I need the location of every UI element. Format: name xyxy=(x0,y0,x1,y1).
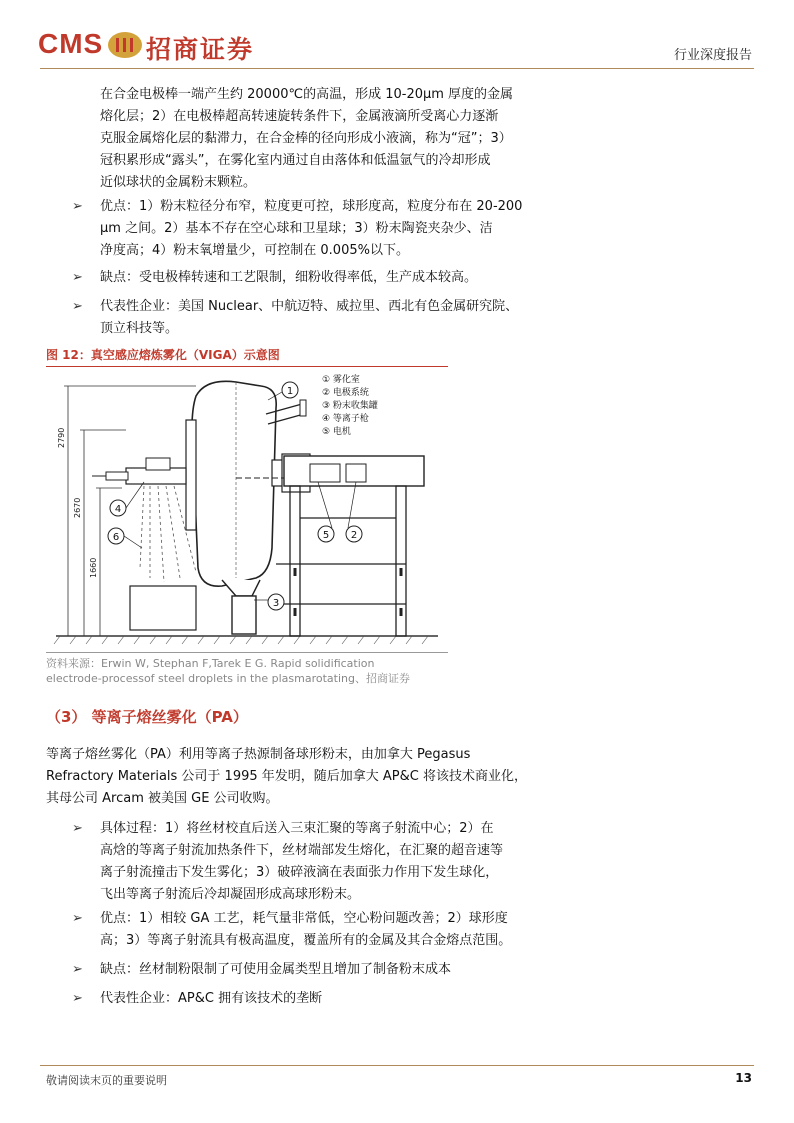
dimension-1660: 1660 xyxy=(89,557,98,578)
bullet-line: 飞出等离子射流后冷却凝固形成高球形粉末。 xyxy=(100,887,361,902)
figure-source xyxy=(46,656,446,686)
dimension-2670: 2670 xyxy=(73,497,82,518)
bullet-arrow-icon: ➢ xyxy=(72,199,83,214)
report-type-label: 行业深度报告 xyxy=(673,48,752,63)
bullet-line: μm 之间。2）基本不存在空心球和卫星球；3）粉末陶瓷夹杂少、洁 xyxy=(100,221,493,236)
intro-line: 熔化层；2）在电极棒超高转速旋转条件下，金属液滴所受离心力逐渐 xyxy=(100,109,499,124)
callout-6: 6 xyxy=(112,532,120,543)
pa-intro-line: 其母公司 Arcam 被美国 GE 公司收购。 xyxy=(46,791,279,806)
bullet-line: 优点：1）相较 GA 工艺，耗气量非常低，空心粉问题改善；2）球形度 xyxy=(100,911,508,926)
figure-top-rule xyxy=(46,366,448,367)
intro-line: 克服金属熔化层的黏滞力，在合金棒的径向形成小液滴，称为“冠”；3） xyxy=(100,131,512,146)
section-heading-pa: （3） 等离子熔丝雾化（PA） xyxy=(46,708,248,726)
bullet-line: 代表性企业：美国 Nuclear、中航迈特、威拉里、西北有色金属研究院、 xyxy=(100,299,519,314)
page-number: 13 xyxy=(735,1071,752,1085)
bullet-line: 代表性企业：AP&C 拥有该技术的垄断 xyxy=(100,991,323,1006)
callout-3: 3 xyxy=(272,598,280,609)
callout-5: 5 xyxy=(322,530,330,541)
footer-disclaimer-note: 敬请阅读末页的重要说明 xyxy=(46,1074,167,1087)
legend-item-powder-collector: ③ 粉末收集罐 xyxy=(322,401,378,411)
bullet-arrow-icon: ➢ xyxy=(72,991,83,1006)
pa-intro-line: Refractory Materials 公司于 1995 年发明，随后加拿大 AP&C 将该技术商业化， xyxy=(46,769,527,784)
footer-divider xyxy=(40,1065,754,1066)
bullet-line: 高焓的等离子射流加热条件下，丝材端部发生熔化，在汇聚的超音速等 xyxy=(100,843,504,858)
legend-item-atomization-chamber: ① 雾化室 xyxy=(322,375,360,385)
logo-cms-text: CMS xyxy=(38,28,104,59)
dimension-2790: 2790 xyxy=(57,427,66,448)
bullet-line: 具体过程：1）将丝材校直后送入三束汇聚的等离子射流中心；2）在 xyxy=(100,821,494,836)
callout-4: 4 xyxy=(114,504,122,515)
bullet-line: 优点：1）粉末粒径分布窄，粒度更可控，球形度高，粒度分布在 20-200 xyxy=(100,199,523,214)
bullet-line: 净度高；4）粉末氧增量少，可控制在 0.005%以下。 xyxy=(100,243,409,258)
bullet-arrow-icon: ➢ xyxy=(72,962,83,977)
figure-source-line: electrode-processof steel droplets in the plasmarotating、招商证券 xyxy=(46,672,410,685)
bullet-arrow-icon: ➢ xyxy=(72,299,83,314)
header-divider xyxy=(40,68,754,69)
pa-intro-line: 等离子熔丝雾化（PA）利用等离子热源制备球形粉末，由加拿大 Pegasus xyxy=(46,747,471,762)
figure-title: 图 12：真空感应熔炼雾化（VIGA）示意图 xyxy=(46,348,280,362)
figure-source-line: 资料来源：Erwin W, Stephan F,Tarek E G. Rapid solidification xyxy=(46,657,375,670)
bullet-line: 高；3）等离子射流具有极高温度，覆盖所有的金属及其合金熔点范围。 xyxy=(100,933,512,948)
bullet-line: 缺点：受电极棒转速和工艺限制，细粉收得率低，生产成本较高。 xyxy=(100,270,478,285)
intro-line: 近似球状的金属粉末颗粒。 xyxy=(100,175,257,190)
bullet-arrow-icon: ➢ xyxy=(72,821,83,836)
bullet-line: 离子射流撞击下发生雾化；3）破碎液滴在表面张力作用下发生球化， xyxy=(100,865,499,880)
figure-bottom-rule xyxy=(46,652,448,653)
pa-intro-paragraph xyxy=(46,744,532,810)
legend-item-electrode-system: ② 电极系统 xyxy=(322,388,369,398)
bullet-line: 顶立科技等。 xyxy=(100,321,179,336)
logo-company-name: 招商证券 xyxy=(146,35,255,64)
legend-item-plasma-gun: ④ 等离子枪 xyxy=(322,414,369,424)
intro-line: 冠积累形成“露头”，在雾化室内通过自由落体和低温氩气的冷却形成 xyxy=(100,153,491,168)
viga-schematic-diagram xyxy=(46,368,448,650)
legend-item-motor: ⑤ 电机 xyxy=(322,427,351,437)
intro-paragraph xyxy=(100,84,540,194)
page-header xyxy=(0,0,794,72)
bullet-arrow-icon: ➢ xyxy=(72,911,83,926)
callout-1: 1 xyxy=(286,386,294,397)
bullet-line: 缺点：丝材制粉限制了可使用金属类型且增加了制备粉末成本 xyxy=(100,962,452,977)
bullet-arrow-icon: ➢ xyxy=(72,270,83,285)
logo-emblem-icon xyxy=(106,30,144,64)
intro-line: 在合金电极棒一端产生约 20000℃的高温，形成 10-20μm 厚度的金属 xyxy=(100,87,514,102)
callout-2: 2 xyxy=(350,530,358,541)
